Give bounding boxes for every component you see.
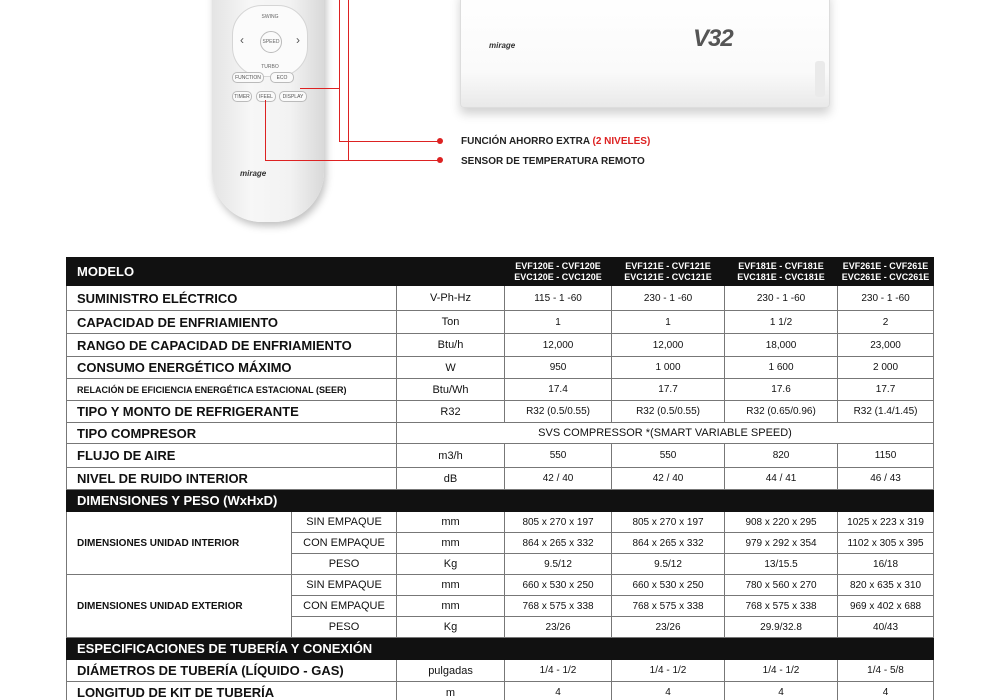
row-label: TIPO Y MONTO DE REFRIGERANTE <box>67 401 397 423</box>
table-row <box>67 660 934 682</box>
callout-line-vertical <box>339 0 340 142</box>
row-unit: mm <box>397 596 505 617</box>
row-value: R32 (0.5/0.55) <box>612 401 725 423</box>
table-row <box>67 468 934 490</box>
air-conditioner-unit-image <box>460 0 830 108</box>
row-value: 16/18 <box>838 554 934 575</box>
row-value: 1/4 - 1/2 <box>725 660 838 682</box>
remote-function-button: FUNCTION <box>232 72 264 83</box>
row-value: R32 (0.65/0.96) <box>725 401 838 423</box>
row-value: 4 <box>838 682 934 700</box>
row-unit: m <box>397 682 505 700</box>
product-hero <box>0 0 1000 240</box>
row-value: 550 <box>612 444 725 468</box>
table-row <box>67 286 934 311</box>
row-value: 1102 x 305 x 395 <box>838 533 934 554</box>
outdoor-dimensions-label: DIMENSIONES UNIDAD EXTERIOR <box>67 575 292 638</box>
indoor-dimensions-label: DIMENSIONES UNIDAD INTERIOR <box>67 512 292 575</box>
callout-line-eco <box>300 88 340 89</box>
feature-2-text: SENSOR DE TEMPERATURA REMOTO <box>461 156 645 167</box>
row-value: R32 (0.5/0.55) <box>505 401 612 423</box>
row-label: FLUJO DE AIRE <box>67 444 397 468</box>
row-value: 780 x 560 x 270 <box>725 575 838 596</box>
remote-ifeel-button: IFEEL <box>256 91 276 102</box>
row-value: 979 x 292 x 354 <box>725 533 838 554</box>
row-sublabel: SIN EMPAQUE <box>292 575 397 596</box>
row-value: 12,000 <box>505 334 612 357</box>
callout-line-feature-2 <box>265 160 439 161</box>
row-value: 4 <box>505 682 612 700</box>
row-unit: W <box>397 357 505 379</box>
row-unit: mm <box>397 512 505 533</box>
row-value: 1 <box>612 311 725 334</box>
row-unit: R32 <box>397 401 505 423</box>
row-value: 1025 x 223 x 319 <box>838 512 934 533</box>
row-value: 908 x 220 x 295 <box>725 512 838 533</box>
row-unit: dB <box>397 468 505 490</box>
compressor-label: TIPO COMPRESOR <box>67 423 397 444</box>
row-value: 1 1/2 <box>725 311 838 334</box>
row-value: 23,000 <box>838 334 934 357</box>
row-unit: Btu/h <box>397 334 505 357</box>
row-label: RANGO DE CAPACIDAD DE ENFRIAMIENTO <box>67 334 397 357</box>
feature-1-highlight: (2 NIVELES) <box>592 136 651 147</box>
remote-dpad <box>232 5 308 77</box>
unit-side-panel <box>815 61 825 97</box>
row-value: 9.5/12 <box>505 554 612 575</box>
compressor-value: SVS COMPRESSOR *(SMART VARIABLE SPEED) <box>397 423 934 444</box>
header-model-3: EVF181E - CVF181E EVC181E - CVC181E <box>725 258 838 286</box>
row-label: SUMINISTRO ELÉCTRICO <box>67 286 397 311</box>
row-sublabel: PESO <box>292 617 397 638</box>
table-row-compressor <box>67 423 934 444</box>
unit-brand-logo: mirage <box>489 41 516 50</box>
feature-remote-sensor <box>461 156 645 167</box>
feature-1-text: FUNCIÓN AHORRO EXTRA <box>461 136 593 147</box>
row-value: 550 <box>505 444 612 468</box>
section-piping <box>67 638 934 660</box>
row-label: RELACIÓN DE EFICIENCIA ENERGÉTICA ESTACIONAL (SEER) <box>67 379 397 401</box>
row-value: 17.7 <box>838 379 934 401</box>
row-value: 660 x 530 x 250 <box>612 575 725 596</box>
row-value: 40/43 <box>838 617 934 638</box>
row-value: 969 x 402 x 688 <box>838 596 934 617</box>
row-value: 18,000 <box>725 334 838 357</box>
row-unit: V-Ph-Hz <box>397 286 505 311</box>
row-value: 660 x 530 x 250 <box>505 575 612 596</box>
row-value: 1 <box>505 311 612 334</box>
remote-timer-button: TIMER <box>232 91 252 102</box>
remote-brand-logo: mirage <box>240 169 267 178</box>
row-sublabel: CON EMPAQUE <box>292 533 397 554</box>
row-sublabel: SIN EMPAQUE <box>292 512 397 533</box>
callout-dot-2 <box>437 157 443 163</box>
chevron-left-icon: ‹ <box>240 33 244 47</box>
row-label: NIVEL DE RUIDO INTERIOR <box>67 468 397 490</box>
row-unit: m3/h <box>397 444 505 468</box>
header-model-2: EVF121E - CVF121E EVC121E - CVC121E <box>612 258 725 286</box>
callout-line-vertical-2 <box>348 0 349 160</box>
row-value: 115 - 1 -60 <box>505 286 612 311</box>
row-value: 768 x 575 x 338 <box>612 596 725 617</box>
row-value: R32 (1.4/1.45) <box>838 401 934 423</box>
row-value: 1150 <box>838 444 934 468</box>
remote-turbo-label: TURBO <box>261 64 279 70</box>
row-label: CAPACIDAD DE ENFRIAMIENTO <box>67 311 397 334</box>
row-value: 9.5/12 <box>612 554 725 575</box>
header-model-4: EVF261E - CVF261E EVC261E - CVC261E <box>838 258 934 286</box>
row-value: 17.6 <box>725 379 838 401</box>
table-row <box>67 444 934 468</box>
table-header-row <box>67 258 934 286</box>
row-value: 230 - 1 -60 <box>838 286 934 311</box>
table-row <box>67 682 934 700</box>
row-value: 768 x 575 x 338 <box>725 596 838 617</box>
section-piping-title: ESPECIFICACIONES DE TUBERÍA Y CONEXIÓN <box>67 638 934 660</box>
table-row <box>67 512 934 533</box>
remote-swing-label: SWING <box>261 14 279 20</box>
row-value: 44 / 41 <box>725 468 838 490</box>
row-value: 1 600 <box>725 357 838 379</box>
table-row <box>67 575 934 596</box>
row-sublabel: CON EMPAQUE <box>292 596 397 617</box>
row-value: 1 000 <box>612 357 725 379</box>
table-row <box>67 334 934 357</box>
row-value: 17.7 <box>612 379 725 401</box>
row-value: 805 x 270 x 197 <box>612 512 725 533</box>
remote-speed-label: SPEED <box>260 31 282 53</box>
remote-display-button: DISPLAY <box>279 91 307 102</box>
row-value: 1/4 - 5/8 <box>838 660 934 682</box>
row-sublabel: PESO <box>292 554 397 575</box>
unit-v32-badge: V32 <box>693 25 733 52</box>
header-model-label: MODELO <box>67 258 505 286</box>
row-unit: Kg <box>397 617 505 638</box>
row-unit: Kg <box>397 554 505 575</box>
row-value: 46 / 43 <box>838 468 934 490</box>
table-row <box>67 401 934 423</box>
row-value: 864 x 265 x 332 <box>505 533 612 554</box>
row-value: 42 / 40 <box>612 468 725 490</box>
specifications-table <box>66 257 934 700</box>
remote-eco-button: ECO <box>270 72 294 83</box>
row-unit: Btu/Wh <box>397 379 505 401</box>
row-value: 230 - 1 -60 <box>612 286 725 311</box>
callout-line-feature-1 <box>339 141 439 142</box>
row-value: 2 000 <box>838 357 934 379</box>
row-value: 42 / 40 <box>505 468 612 490</box>
callout-line-sensor <box>265 100 266 160</box>
row-value: 1/4 - 1/2 <box>505 660 612 682</box>
row-unit: mm <box>397 575 505 596</box>
row-value: 4 <box>612 682 725 700</box>
row-label: LONGITUD DE KIT DE TUBERÍA <box>67 682 397 700</box>
row-value: 820 <box>725 444 838 468</box>
row-unit: pulgadas <box>397 660 505 682</box>
row-unit: Ton <box>397 311 505 334</box>
row-value: 4 <box>725 682 838 700</box>
row-value: 230 - 1 -60 <box>725 286 838 311</box>
row-value: 1/4 - 1/2 <box>612 660 725 682</box>
remote-control-image <box>212 0 324 222</box>
row-value: 2 <box>838 311 934 334</box>
section-dimensions <box>67 490 934 512</box>
row-label: DIÁMETROS DE TUBERÍA (LÍQUIDO - GAS) <box>67 660 397 682</box>
row-value: 820 x 635 x 310 <box>838 575 934 596</box>
chevron-right-icon: › <box>296 33 300 47</box>
row-value: 12,000 <box>612 334 725 357</box>
row-label: CONSUMO ENERGÉTICO MÁXIMO <box>67 357 397 379</box>
row-value: 13/15.5 <box>725 554 838 575</box>
table-row <box>67 379 934 401</box>
row-value: 17.4 <box>505 379 612 401</box>
row-value: 805 x 270 x 197 <box>505 512 612 533</box>
section-dimensions-title: DIMENSIONES Y PESO (WxHxD) <box>67 490 934 512</box>
row-value: 950 <box>505 357 612 379</box>
row-value: 864 x 265 x 332 <box>612 533 725 554</box>
header-model-1: EVF120E - CVF120E EVC120E - CVC120E <box>505 258 612 286</box>
table-row <box>67 311 934 334</box>
row-value: 23/26 <box>612 617 725 638</box>
row-value: 23/26 <box>505 617 612 638</box>
row-unit: mm <box>397 533 505 554</box>
feature-extra-saving <box>461 136 650 147</box>
row-value: 768 x 575 x 338 <box>505 596 612 617</box>
table-row <box>67 357 934 379</box>
row-value: 29.9/32.8 <box>725 617 838 638</box>
callout-dot-1 <box>437 138 443 144</box>
